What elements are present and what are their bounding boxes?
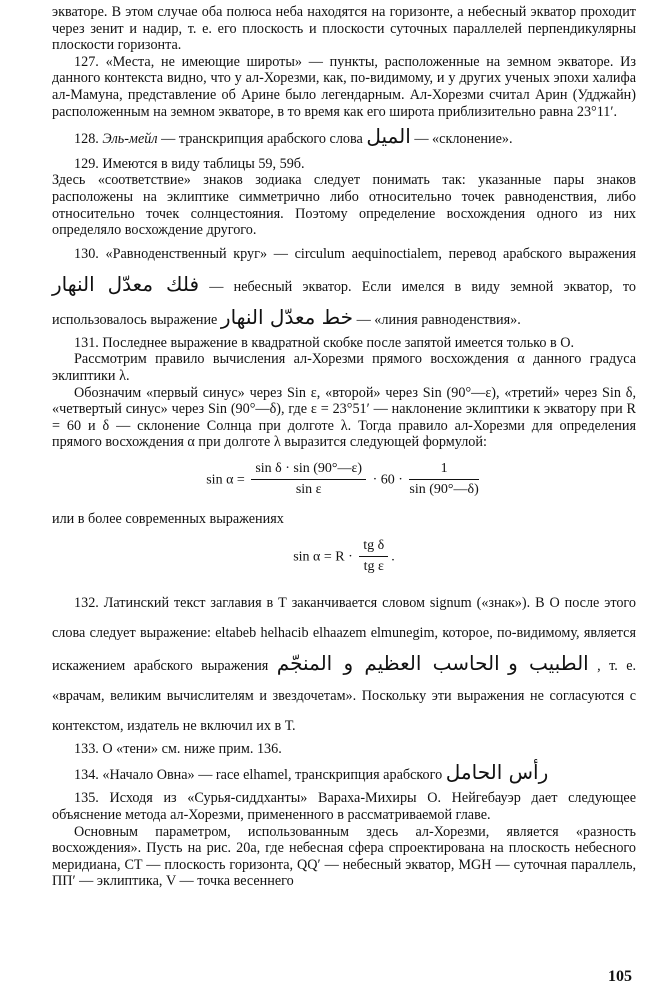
note-134-text: 134. «Начало Овна» — race elhamel, транскрипция арабского [74, 767, 443, 784]
formula-1 [52, 461, 636, 499]
numerator: sin δ · sin (90°—ε) [251, 461, 366, 481]
note-131: 131. Последнее выражение в квадратной скобке после запятой имеется только в О. [74, 334, 575, 351]
note-128-tail: — «склонение». [414, 131, 513, 148]
arabic-phrase-2: خط معدّل النهار [220, 304, 354, 329]
note-130-text-b: — небесный экватор. Если имелся в виду земной экватор, то использовалось выражение [52, 278, 636, 328]
note-128-text: — транскрипция арабского слова [161, 131, 363, 148]
arabic-word: الميل [366, 124, 411, 149]
note-131-para-2: Рассмотрим правило вычисления ал-Хорезми прямого восхождения α данного градуса эклиптики λ. [52, 351, 636, 384]
note-127: 127. «Места, не имеющие широты» — пункты, расположенные на земном экваторе. Из данного контекста видно, что у ал-Хорезми, как, по-видимому, и у других ученых эпохи халифа ал-Мамуна, представление об Арине было легендарным. Ал-Хорезми считал Арин (Удджайн) расположенным на земном экваторе, в то время как его широта приблизительно равна 23°11′. [52, 53, 636, 120]
note-134 [52, 757, 636, 790]
page-body [52, 4, 636, 890]
formula-1-lhs: sin α = [206, 472, 245, 488]
fraction [251, 461, 366, 499]
denominator: tg ε [363, 559, 384, 575]
note-131-para-4: или в более современных выражениях [52, 511, 284, 528]
fraction [409, 461, 478, 499]
note-129-title: 129. Имеются в виду таблицы 59, 59б. [74, 155, 305, 172]
note-128-number: 128. [74, 131, 99, 148]
note-131-para-3: Обозначим «первый синус» через Sin ε, «второй» через Sin (90°—ε), «третий» через Sin δ, «четвертый синус» через Sin (90°—δ), где ε = 23°51′ — наклонение эклиптики к экватору при R = 60 и δ — склонение Солнца при долготе λ. Тогда правило ал-Хорезми для определения прямого восхождения α при долготе λ выразится следующей формулой: [52, 384, 636, 451]
note-128-term: Эль-мейл [102, 131, 158, 148]
note-132-text-a: 132. Латинский текст заглавия в Т заканчивается словом signum («знак»). В О после этого слова следует выражение: eltabeb helhacib elhaazem elmunegim, которое, по-видимому, является искажением арабского выражения [52, 594, 636, 674]
formula-1-mid: · 60 · [372, 472, 403, 488]
denominator: sin ε [295, 482, 322, 498]
formula-2: sin α = R · $\frac{\text{tg δ}}{\text{tg ε}}$ . [293, 537, 395, 575]
numerator: 1 [409, 461, 478, 481]
note-135: 135. Исходя из «Сурья-сиддханты» Вараха-Михиры О. Нейгебауэр дает следующее объяснение метода ал-Хорезми, примененного в рассматриваемой главе. [52, 790, 636, 824]
note-130-text-c: — «линия равноденствия». [356, 311, 521, 328]
arabic-phrase-1: فلك معدّل النهار [52, 271, 200, 296]
note-132-text-b: , т. е. «врачам, великим вычислителям и звездочетам». Поскольку эти выражения не согласуются с контекстом, издатель не включил их в Т. [52, 657, 637, 734]
note-129-body: Здесь «соответствие» знаков зодиака следует понимать так: указанные пары знаков расположены на эклиптике симметрично либо относительно точек равноденствия, либо относительно точек солнцестояния. Поэтому определение восхождения одного из них определяло восхождение другого. [52, 172, 636, 239]
arabic-phrase-3: الطبيب و [508, 650, 589, 675]
page-number: 105 [608, 968, 632, 985]
paragraph-continuation: экваторе. В этом случае оба полюса неба находятся на горизонте, а небесный экватор проходит через зенит и надир, т. е. его плоскость и плоскости суточных параллелей перпендикулярны плоскости горизонта. [52, 4, 636, 54]
note-132 [52, 588, 636, 741]
note-133: 133. О «тени» см. ниже прим. 136. [74, 740, 282, 757]
fraction [359, 538, 388, 576]
numerator: tg δ [359, 538, 388, 558]
denominator: sin (90°—δ) [409, 482, 479, 498]
note-130 [52, 239, 636, 335]
note-135-para-2: Основным параметром, использованным здесь ал-Хорезми, является «разность восхождения». Пусть на рис. 20а, где небесная сфера спроектирована на плоскость небесного меридиана, CT — плоскость горизонта, QQ′ — небесный экватор, MGH — суточная параллель, ПП′ — эклиптика, V — точка весеннего [52, 823, 636, 890]
note-128 [52, 124, 636, 149]
note-130-text-a: 130. «Равноденственный круг» — circulum aequinoctialem, перевод арабского выражения [74, 245, 636, 262]
arabic-phrase-5: رأس الحامل [445, 760, 549, 785]
formula-2-lhs: sin α = R · [293, 548, 353, 564]
arabic-phrase-4: الحاسب العظيم و المنجّم [276, 650, 500, 675]
